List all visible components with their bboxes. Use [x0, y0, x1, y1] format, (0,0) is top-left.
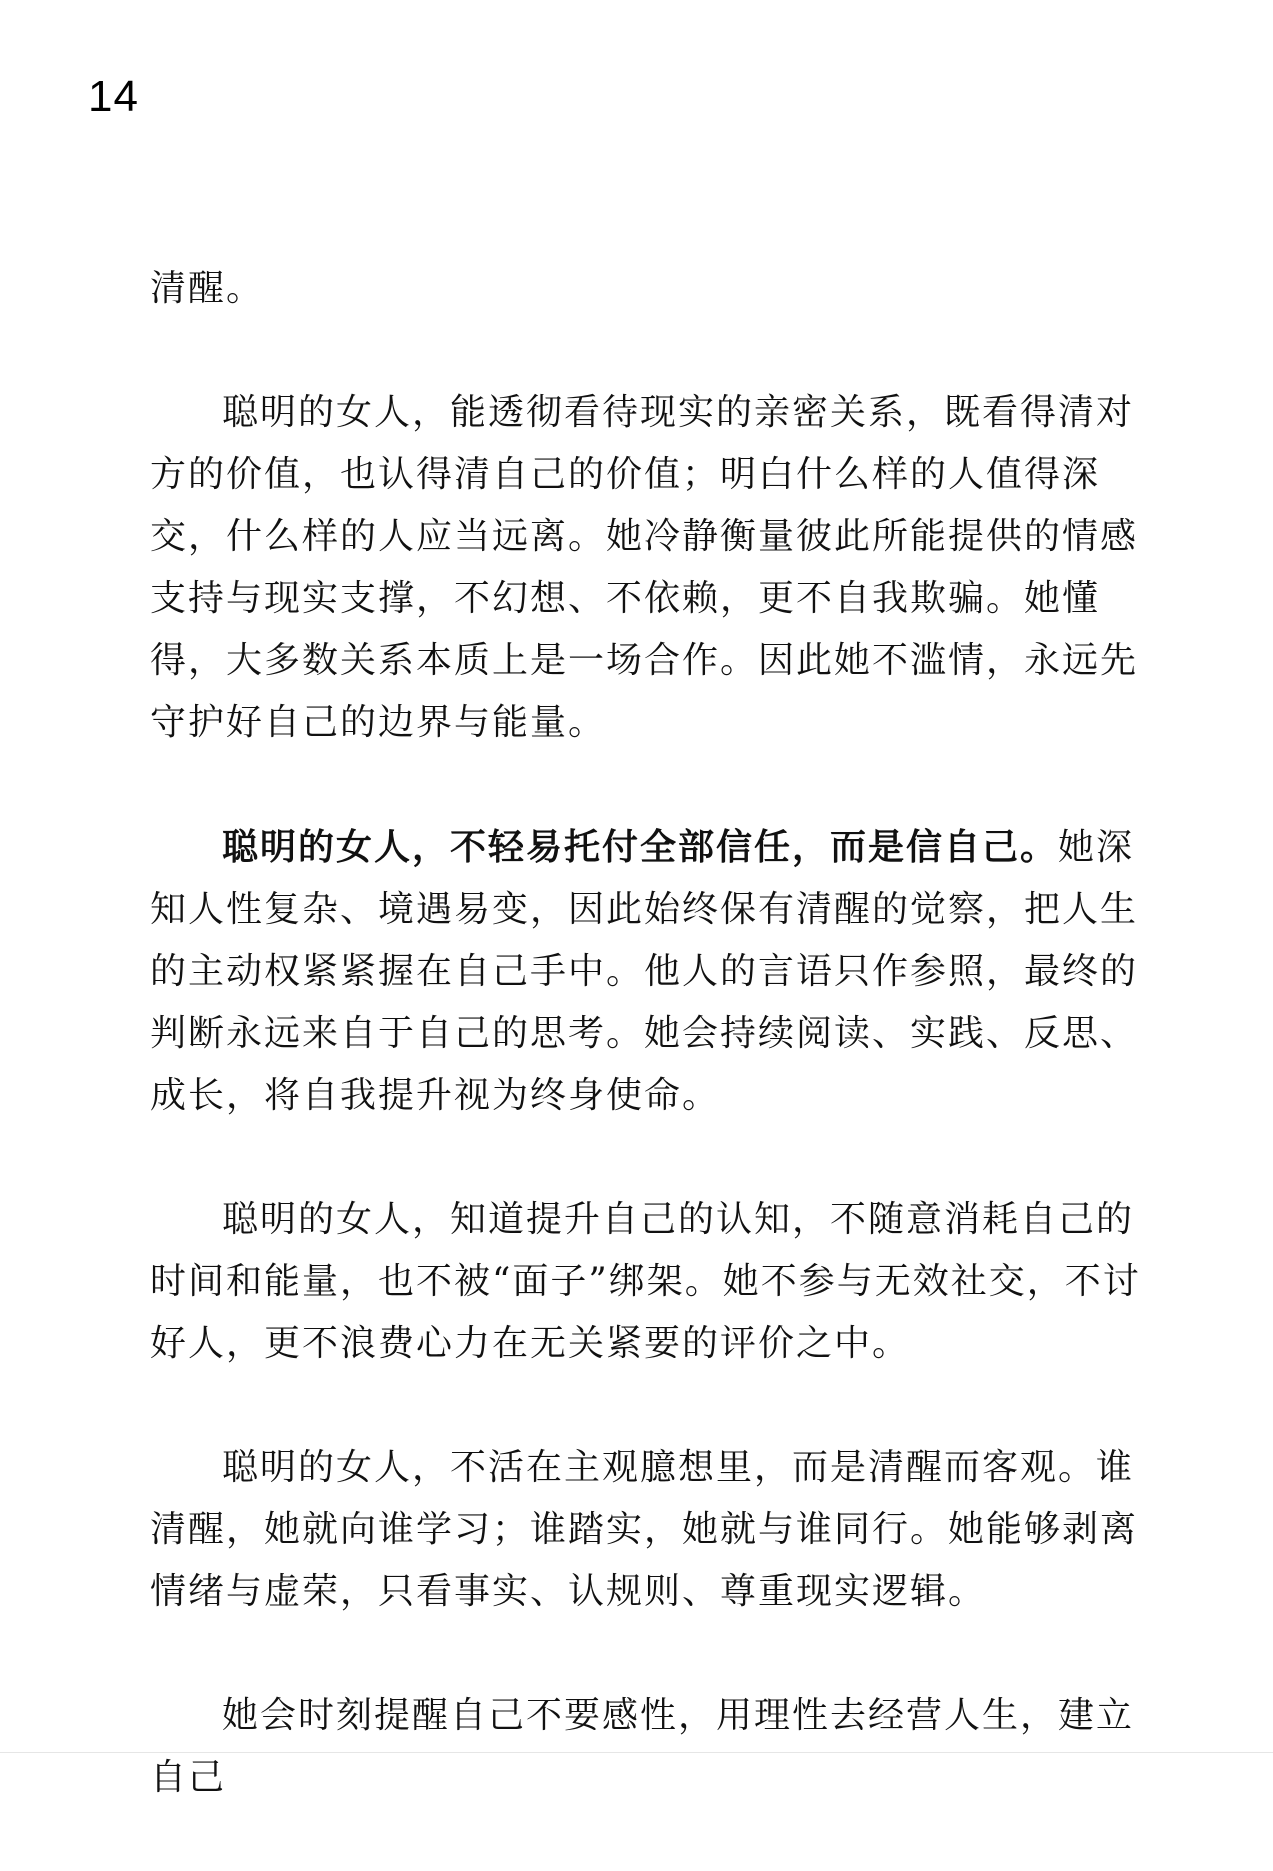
paragraph-trust-self — [150, 816, 1170, 1127]
paragraph-cognition: 聪明的女人，知道提升自己的认知，不随意消耗自己的时间和能量，也不被“面子”绑架。她不参与无效社交，不讨好人，更不浪费心力在无关紧要的评价之中。 — [150, 1199, 1141, 1364]
body-text — [150, 258, 1170, 1871]
paragraph-continuation: 清醒。 — [150, 268, 265, 309]
page-bottom-divider — [0, 1752, 1273, 1753]
paragraph-rational: 她会时刻提醒自己不要感性，用理性去经营人生，建立自己 — [150, 1695, 1135, 1798]
paragraph-intimate-relationships: 聪明的女人，能透彻看待现实的亲密关系，既看得清对方的价值，也认得清自己的价值；明白什么样的人值得深交，什么样的人应当远离。她冷静衡量彼此所能提供的情感支持与现实支撑，不幻想、不依赖，更不自我欺骗。她懂得，大多数关系本质上是一场合作。因此她不滥情，永远先守护好自己的边界与能量。 — [150, 392, 1139, 743]
paragraph-bold-lead: 聪明的女人，不轻易托付全部信任，而是信自己。 — [222, 826, 1059, 868]
paragraph-objective: 聪明的女人，不活在主观臆想里，而是清醒而客观。谁清醒，她就向谁学习；谁踏实，她就与谁同行。她能够剥离情绪与虚荣，只看事实、认规则、尊重现实逻辑。 — [150, 1447, 1139, 1612]
page-number: 14 — [88, 72, 139, 121]
paragraph-body: 她深知人性复杂、境遇易变，因此始终保有清醒的觉察，把人生的主动权紧紧握在自己手中。他人的言语只作参照，最终的判断永远来自于自己的思考。她会持续阅读、实践、反思、成长，将自我提升视为终身使命。 — [150, 827, 1139, 1116]
